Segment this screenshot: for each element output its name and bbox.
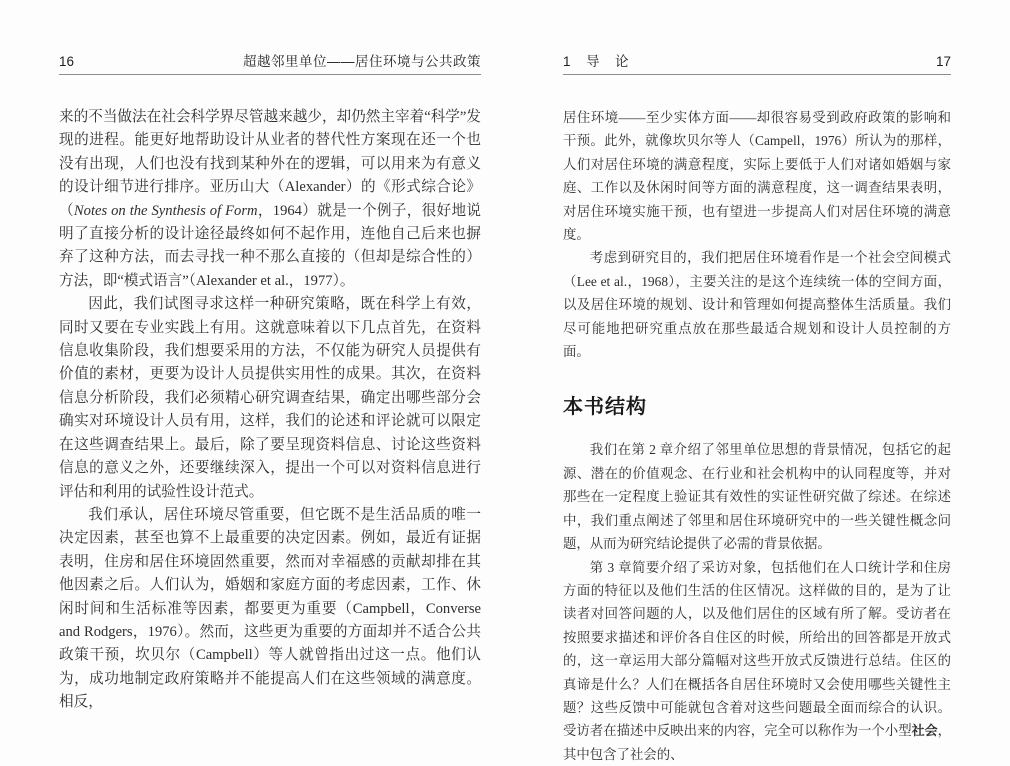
chapter-running-header: 1 导 论 [563,54,630,70]
page-left-body [59,106,481,715]
paragraph-text: ，1964）就是一个例子，很好地说明了直接分析的设计途径最终如何不起作用，连他自己后来也摒弃了这种方法，而去寻找一种不那么直接的（但却是综合性的）方法，即“模式语言”（Alexander et al.，1977）。 [59,203,481,289]
paragraph-continuation: 居住环境——至少实体方面——却很容易受到政府政策的影响和干预。此外，就像坎贝尔等人（Campell，1976）所认为的那样，人们对居住环境的满意程度，实际上要低于人们对诸如婚姻与家庭、工作以及休闲时间等方面的满意程度，这一调查结果表明，对居住环境实施干预，也有望进一步提高人们对居住环境的满意度。 [563,106,951,246]
page-right [563,54,951,766]
section-heading: 本书结构 [563,395,951,419]
page-number-right: 17 [936,54,951,70]
paragraph-continuation [59,106,481,293]
page-number-left: 16 [59,54,74,70]
paragraph-text: 来的不当做法在社会科学界尽管越来越少，却仍然主宰着“科学”发现的进程。能更好地帮助设计从业者的替代性方案现在还一个也没有出现，人们也没有找到某种外在的逻辑，可以用来为有意义的设计细节进行排序。亚历山大（Alexander）的《形式综合论》（ [59,109,481,219]
paragraph [563,556,951,766]
book-title-italic: Notes on the Synthesis of Form [74,203,258,219]
paragraph: 考虑到研究目的，我们把居住环境看作是一个社会空间模式（Lee et al.，1968），主要关注的是这个连续统一体的空间方面，以及居住环境的规划、设计和管理如何提高整体生活质量。我们尽可能地把研究重点放在那些最适合规划和设计人员控制的方面。 [563,246,951,363]
paragraph-text: 第 3 章简要介绍了采访对象，包括他们在人口统计学和住房方面的特征以及他们生活的住区情况。这样做的目的，是为了让读者对回答问题的人，以及他们居住的区域有所了解。受访者在按照要求描述和评价各自住区的时候，所给出的回答都是开放式的，这一章运用大部分篇幅对这些开放式反馈进行总结。住区的真谛是什么？人们在概括各自居住环境时又会使用哪些关键性主题？这些反馈中可能就包含着对这些问题最全面而综合的认识。受访者在描述中反映出来的内容，完全可以称作为一个小型 [563,560,951,739]
page-left [59,54,481,715]
page-right-body [563,106,951,766]
paragraph: 我们承认，居住环境尽管重要，但它既不是生活品质的唯一决定因素，甚至也算不上最重要的决定因素。例如，最近有证据表明，住房和居住环境固然重要，然而对幸福感的贡献却排在其他因素之后。人们认为，婚姻和家庭方面的考虑因素，工作、休闲时间和生活标准等因素，都要更为重要（Campbell，Converse and Rodgers，1976）。然而，这些更为重要的方面却并不适合公共政策干预，坎贝尔（Campbell）等人就曾指出过这一点。他们认为，成功地制定政府策略并不能提高人们在这些领域的满意度。相反， [59,504,481,715]
page-right-header [563,54,951,75]
paragraph: 我们在第 2 章介绍了邻里单位思想的背景情况，包括它的起源、潜在的价值观念、在行业和社会机构中的认同程度等，并对那些在一定程度上验证其有效性的实证性研究做了综述。在综述中，我们重点阐述了邻里和居住环境研究中的一些关键性概念问题，从而为研究结论提供了必需的背景依据。 [563,438,951,555]
paragraph: 因此，我们试图寻求这样一种研究策略，既在科学上有效，同时又要在专业实践上有用。这就意味着以下几点首先，在资料信息收集阶段，我们想要采用的方法，不仅能为研究人员提供有价值的素材，更要为设计人员提供实用性的成果。其次，在资料信息分析阶段，我们必须精心研究调查结果，确定出哪些部分会确实对环境设计人员有用，这样，我们的论述和评论就可以限定在这些调查结果上。最后，除了要呈现资料信息、讨论这些资料信息的意义之外，还要继续深入，提出一个可以对资料信息进行评估和利用的试验性设计范式。 [59,293,481,504]
paragraph-text: ，其中包含了社会的、 [563,723,951,761]
emphasized-term: 社会 [912,723,938,738]
page-left-header [59,54,481,75]
running-title: 超越邻里单位——居住环境与公共政策 [243,54,481,70]
